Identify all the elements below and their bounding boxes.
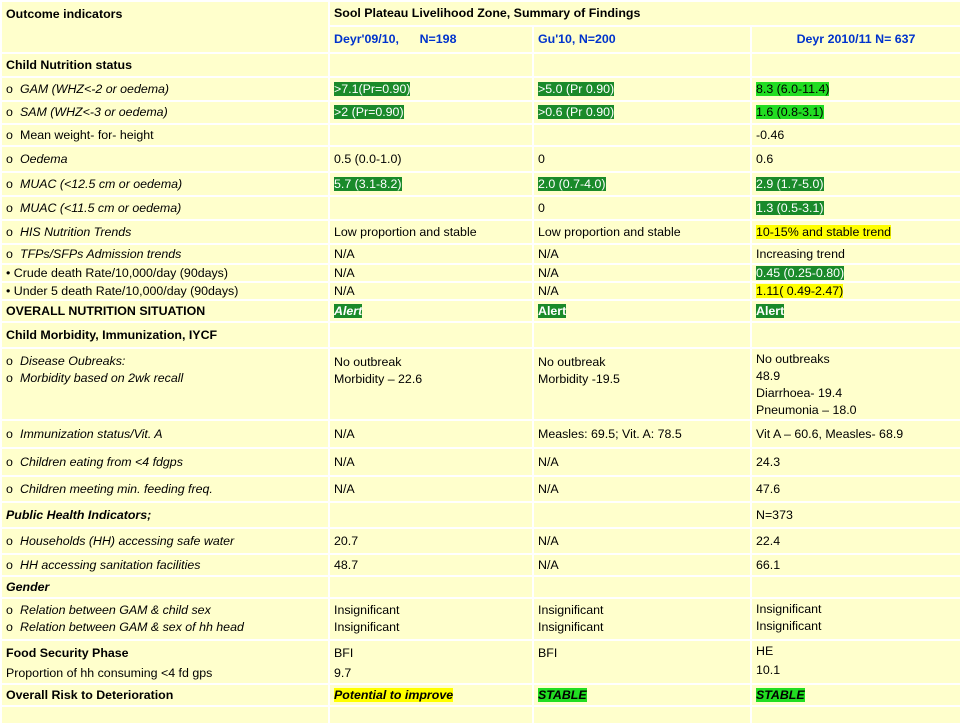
table-row [1, 598, 960, 640]
bullet-icon: o [6, 81, 13, 96]
row-label: • Crude death Rate/10,000/day (90days) [1, 264, 329, 282]
cell-gu-10: 2.0 (0.7-4.0) [533, 172, 751, 196]
cell-gu-10: Measles: 69.5; Vit. A: 78.5 [533, 420, 751, 448]
cell-deyr-1011: 0.45 (0.25-0.80) [751, 264, 960, 282]
status-badge: Alert [334, 303, 363, 318]
table-row [1, 77, 960, 101]
table-row [1, 448, 960, 476]
status-badge: Alert [756, 303, 785, 318]
cell-deyr-1011: 24.3 [751, 448, 960, 476]
section-row [1, 322, 960, 348]
section-child-nutrition: Child Nutrition status [1, 53, 329, 77]
cell-deyr-1011 [751, 300, 960, 322]
bullet-icon: o [6, 224, 13, 239]
cell-deyr-1011: 1.3 (0.5-3.1) [751, 196, 960, 220]
row-label: o MUAC (<12.5 cm or oedema) [1, 172, 329, 196]
cell-deyr-0910 [329, 300, 533, 322]
bullet-icon: o [6, 371, 13, 385]
cell-deyr-1011: -0.46 [751, 124, 960, 146]
table-row [1, 172, 960, 196]
row-label: o Relation between GAM & child sex o Relation between GAM & sex of hh head [1, 598, 329, 640]
cell-deyr-0910: >2 (Pr=0.90) [329, 101, 533, 124]
table-row [1, 348, 960, 420]
cell-deyr-0910: N/A [329, 244, 533, 264]
bullet-icon: o [6, 533, 13, 548]
bullet-icon: o [6, 426, 13, 441]
row-label: o Children eating from <4 fdgps [1, 448, 329, 476]
bullet-icon: o [6, 354, 13, 368]
section-gender: Gender [1, 576, 329, 598]
cell-deyr-0910: 48.7 [329, 554, 533, 576]
cell-gu-10 [533, 300, 751, 322]
bullet-icon: o [6, 176, 13, 191]
table-row [1, 282, 960, 300]
cell-deyr-1011: 47.6 [751, 476, 960, 502]
row-label: o Mean weight- for- height [1, 124, 329, 146]
cell-gu-10 [533, 124, 751, 146]
cell-gu-10: Insignificant Insignificant [533, 598, 751, 640]
row-label: Overall Risk to Deterioration [1, 684, 329, 706]
cell-deyr-0910 [329, 196, 533, 220]
table-row [1, 554, 960, 576]
table-row [1, 196, 960, 220]
cell-deyr-0910: Insignificant Insignificant [329, 598, 533, 640]
cell-deyr-1011: No outbreaks 48.9 Diarrhoea- 19.4 Pneumonia – 18.0 [751, 348, 960, 420]
table-row [1, 640, 960, 684]
table-row [1, 244, 960, 264]
cell-deyr-0910: 20.7 [329, 528, 533, 554]
table-row [1, 124, 960, 146]
cell-gu-10: >0.6 (Pr 0.90) [533, 101, 751, 124]
cell-gu-10: 0 [533, 196, 751, 220]
row-label: o Immunization status/Vit. A [1, 420, 329, 448]
row-label: o Oedema [1, 146, 329, 172]
bullet-icon: o [6, 557, 13, 572]
status-badge: STABLE [538, 687, 587, 702]
section-child-morbidity: Child Morbidity, Immunization, IYCF [1, 322, 329, 348]
cell-deyr-0910: N/A [329, 476, 533, 502]
cell-deyr-1011: Increasing trend [751, 244, 960, 264]
cell-gu-10: 0 [533, 146, 751, 172]
bullet-icon: o [6, 200, 13, 215]
cell-deyr-0910 [329, 124, 533, 146]
cell-gu-10: N/A [533, 554, 751, 576]
header-title: Sool Plateau Livelihood Zone, Summary of Findings [329, 1, 960, 26]
cell-deyr-1011: Insignificant Insignificant [751, 598, 960, 640]
row-label: o HH accessing sanitation facilities [1, 554, 329, 576]
row-label: • Under 5 death Rate/10,000/day (90days) [1, 282, 329, 300]
cell-deyr-1011: 8.3 (6.0-11.4) [751, 77, 960, 101]
table-row [1, 420, 960, 448]
bullet-icon: o [6, 481, 13, 496]
cell-deyr-1011: 2.9 (1.7-5.0) [751, 172, 960, 196]
row-label: o TFPs/SFPs Admission trends [1, 244, 329, 264]
header-row [1, 1, 960, 26]
cell-deyr-1011: Vit A – 60.6, Measles- 68.9 [751, 420, 960, 448]
cell-deyr-0910: BFI 9.7 [329, 640, 533, 684]
cell-deyr-0910: N/A [329, 420, 533, 448]
cell-deyr-0910: No outbreak Morbidity – 22.6 [329, 348, 533, 420]
header-outcome-indicators: Outcome indicators [1, 1, 329, 53]
cell-gu-10: N/A [533, 264, 751, 282]
cell-deyr-0910: 0.5 (0.0-1.0) [329, 146, 533, 172]
table-row [1, 220, 960, 244]
cell-gu-10: N/A [533, 528, 751, 554]
cell-deyr-0910: >7.1(Pr=0.90) [329, 77, 533, 101]
empty-row [1, 706, 960, 724]
row-label: Food Security Phase Proportion of hh consuming <4 fd gps [1, 640, 329, 684]
row-label: o SAM (WHZ<-3 or oedema) [1, 101, 329, 124]
cell-gu-10: N/A [533, 244, 751, 264]
bullet-icon: o [6, 151, 13, 166]
row-label: OVERALL NUTRITION SITUATION [1, 300, 329, 322]
cell-deyr-0910: N/A [329, 448, 533, 476]
cell-deyr-0910: N/A [329, 264, 533, 282]
subheader-deyr-0910: Deyr'09/10, N=198 [329, 26, 533, 53]
table-row [1, 101, 960, 124]
subheader-gu-10: Gu'10, N=200 [533, 26, 751, 53]
table-row [1, 528, 960, 554]
bullet-icon: o [6, 105, 13, 119]
bullet-icon: o [6, 620, 13, 634]
cell-gu-10: >5.0 (Pr 0.90) [533, 77, 751, 101]
cell-deyr-0910 [329, 684, 533, 706]
cell-deyr-1011: 0.6 [751, 146, 960, 172]
table-row [1, 684, 960, 706]
bullet-icon: o [6, 603, 13, 617]
status-badge: STABLE [756, 687, 805, 702]
section-public-health: Public Health Indicators; [1, 502, 329, 528]
section-row [1, 576, 960, 598]
bullet-icon: o [6, 127, 13, 142]
status-badge: Alert [538, 303, 567, 318]
cell-gu-10: No outbreak Morbidity -19.5 [533, 348, 751, 420]
table-row [1, 146, 960, 172]
cell-deyr-1011 [751, 684, 960, 706]
subheader-deyr-1011: Deyr 2010/11 N= 637 [751, 26, 960, 53]
cell-gu-10: Low proportion and stable [533, 220, 751, 244]
row-label: o HIS Nutrition Trends [1, 220, 329, 244]
table-row [1, 476, 960, 502]
cell-gu-10: N/A [533, 282, 751, 300]
row-label: o MUAC (<11.5 cm or oedema) [1, 196, 329, 220]
cell-deyr-0910: 5.7 (3.1-8.2) [329, 172, 533, 196]
section-row [1, 502, 960, 528]
cell-gu-10: N/A [533, 448, 751, 476]
bullet-icon: o [6, 246, 13, 261]
row-label: o Disease Oubreaks: o Morbidity based on 2wk recall [1, 348, 329, 420]
bullet-icon: o [6, 454, 13, 469]
table-row [1, 300, 960, 322]
cell-deyr-1011: 1.6 (0.8-3.1) [751, 101, 960, 124]
section-row [1, 53, 960, 77]
cell-deyr-1011: 66.1 [751, 554, 960, 576]
cell-gu-10: N/A [533, 476, 751, 502]
cell-deyr-1011: 22.4 [751, 528, 960, 554]
cell-gu-10 [533, 684, 751, 706]
row-label: o Households (HH) accessing safe water [1, 528, 329, 554]
cell-deyr-0910: Low proportion and stable [329, 220, 533, 244]
cell-deyr-1011: 1.11( 0.49-2.47) [751, 282, 960, 300]
cell-deyr-1011: HE 10.1 [751, 640, 960, 684]
public-health-n: N=373 [751, 502, 960, 528]
cell-deyr-1011: 10-15% and stable trend [751, 220, 960, 244]
cell-gu-10: BFI [533, 640, 751, 684]
table-row [1, 264, 960, 282]
row-label: o GAM (WHZ<-2 or oedema) [1, 77, 329, 101]
cell-deyr-0910: N/A [329, 282, 533, 300]
status-badge: Potential to improve [334, 687, 454, 702]
row-label: o Children meeting min. feeding freq. [1, 476, 329, 502]
